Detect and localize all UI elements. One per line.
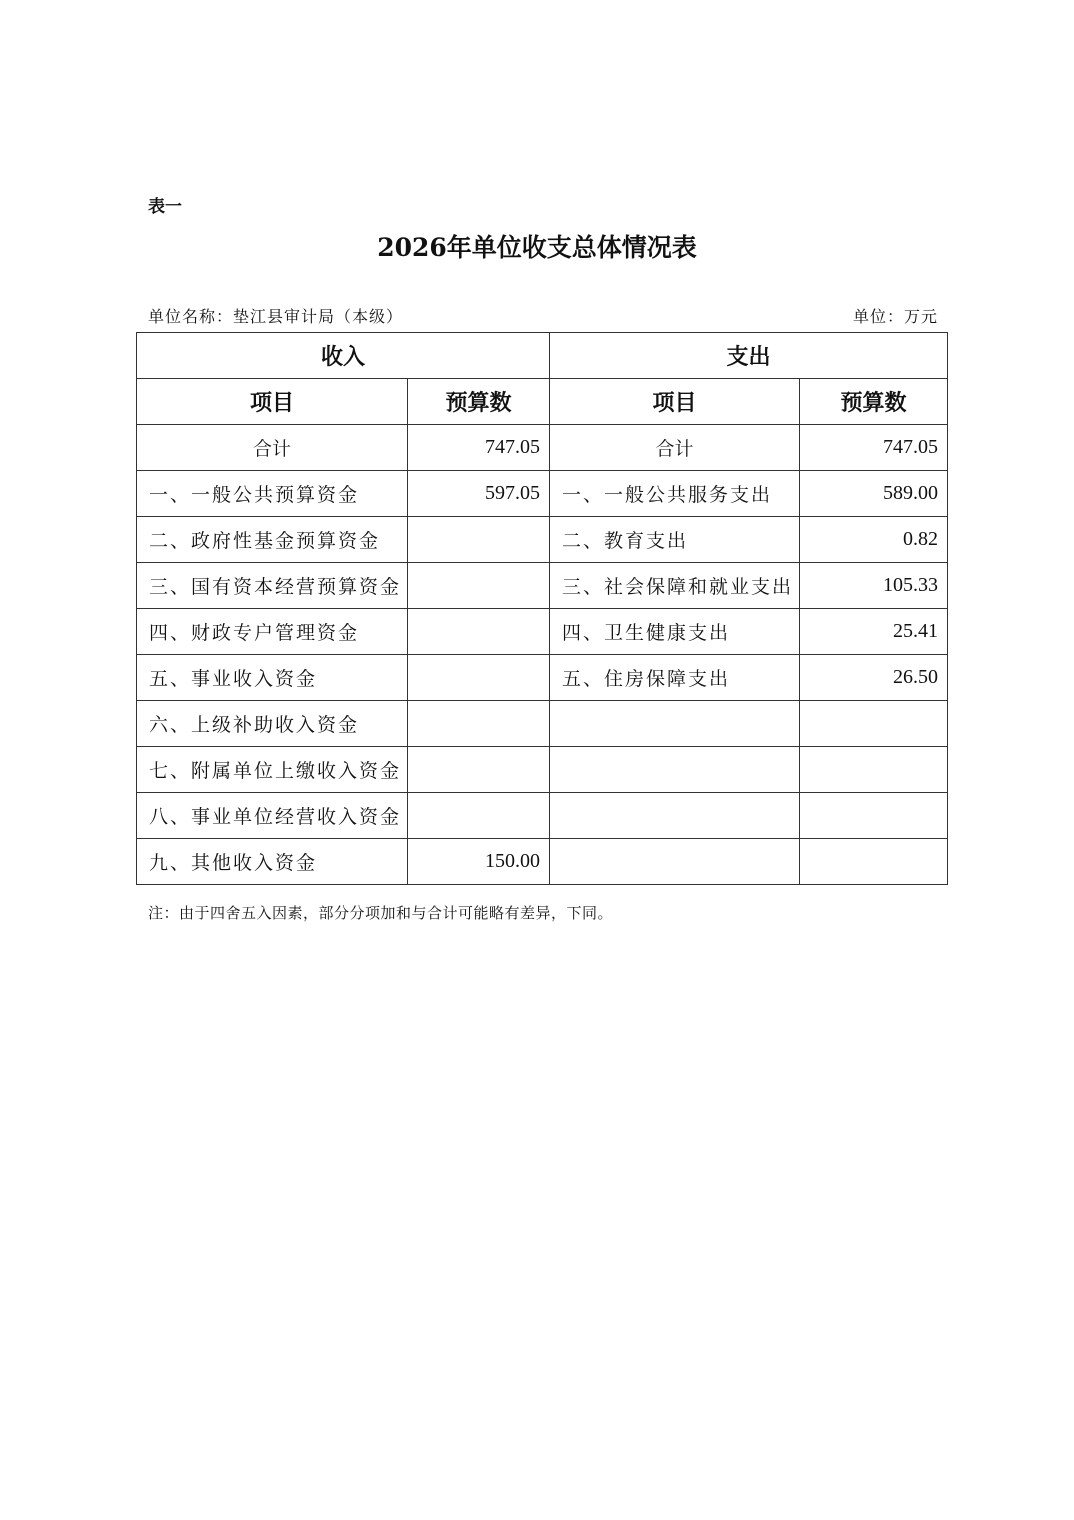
table-row (137, 793, 948, 839)
income-item: 六、上级补助收入资金 (137, 701, 408, 747)
expense-item: 三、社会保障和就业支出 (550, 563, 800, 609)
income-item: 七、附属单位上缴收入资金 (137, 747, 408, 793)
income-header: 收入 (137, 333, 550, 379)
expense-value: 26.50 (800, 655, 948, 701)
expense-value (800, 701, 948, 747)
table-row (137, 471, 948, 517)
expense-item-header: 项目 (550, 379, 800, 425)
meta-row (148, 304, 938, 327)
expense-value (800, 747, 948, 793)
table-row (137, 517, 948, 563)
expense-total-value: 747.05 (800, 425, 948, 471)
income-value (408, 517, 550, 563)
expense-budget-header: 预算数 (800, 379, 948, 425)
income-item: 五、事业收入资金 (137, 655, 408, 701)
income-value (408, 793, 550, 839)
income-value (408, 747, 550, 793)
table-row (137, 655, 948, 701)
table-row (137, 563, 948, 609)
budget-table (136, 332, 948, 885)
income-budget-header: 预算数 (408, 379, 550, 425)
footnote: 注：由于四舍五入因素，部分分项加和与合计可能略有差异，下同。 (148, 904, 614, 922)
expense-value: 105.33 (800, 563, 948, 609)
income-item: 九、其他收入资金 (137, 839, 408, 885)
document-title: 2026年单位收支总体情况表 (377, 233, 697, 262)
income-value (408, 655, 550, 701)
income-item: 一、一般公共预算资金 (137, 471, 408, 517)
expense-item (550, 747, 800, 793)
column-header-row (137, 379, 948, 425)
table-row (137, 839, 948, 885)
expense-item: 五、住房保障支出 (550, 655, 800, 701)
expense-value (800, 793, 948, 839)
table-row (137, 747, 948, 793)
expense-item: 四、卫生健康支出 (550, 609, 800, 655)
expense-total-label: 合计 (550, 425, 800, 471)
table-row (137, 701, 948, 747)
unit-name: 单位名称：垫江县审计局（本级） (148, 307, 404, 326)
income-item: 三、国有资本经营预算资金 (137, 563, 408, 609)
income-item: 四、财政专户管理资金 (137, 609, 408, 655)
income-item: 八、事业单位经营收入资金 (137, 793, 408, 839)
expense-item (550, 701, 800, 747)
income-value (408, 563, 550, 609)
section-header-row (137, 333, 948, 379)
income-value (408, 701, 550, 747)
total-row (137, 425, 948, 471)
expense-item (550, 793, 800, 839)
expense-value: 0.82 (800, 517, 948, 563)
table-row (137, 609, 948, 655)
currency-unit: 单位：万元 (852, 307, 938, 326)
expense-value: 589.00 (800, 471, 948, 517)
income-item: 二、政府性基金预算资金 (137, 517, 408, 563)
expense-header: 支出 (550, 333, 948, 379)
income-value: 597.05 (408, 471, 550, 517)
income-total-value: 747.05 (408, 425, 550, 471)
income-total-label: 合计 (137, 425, 408, 471)
income-value: 150.00 (408, 839, 550, 885)
table-number: 表一 (148, 197, 182, 217)
income-value (408, 609, 550, 655)
expense-value (800, 839, 948, 885)
expense-item (550, 839, 800, 885)
expense-item: 一、一般公共服务支出 (550, 471, 800, 517)
income-item-header: 项目 (137, 379, 408, 425)
expense-item: 二、教育支出 (550, 517, 800, 563)
expense-value: 25.41 (800, 609, 948, 655)
